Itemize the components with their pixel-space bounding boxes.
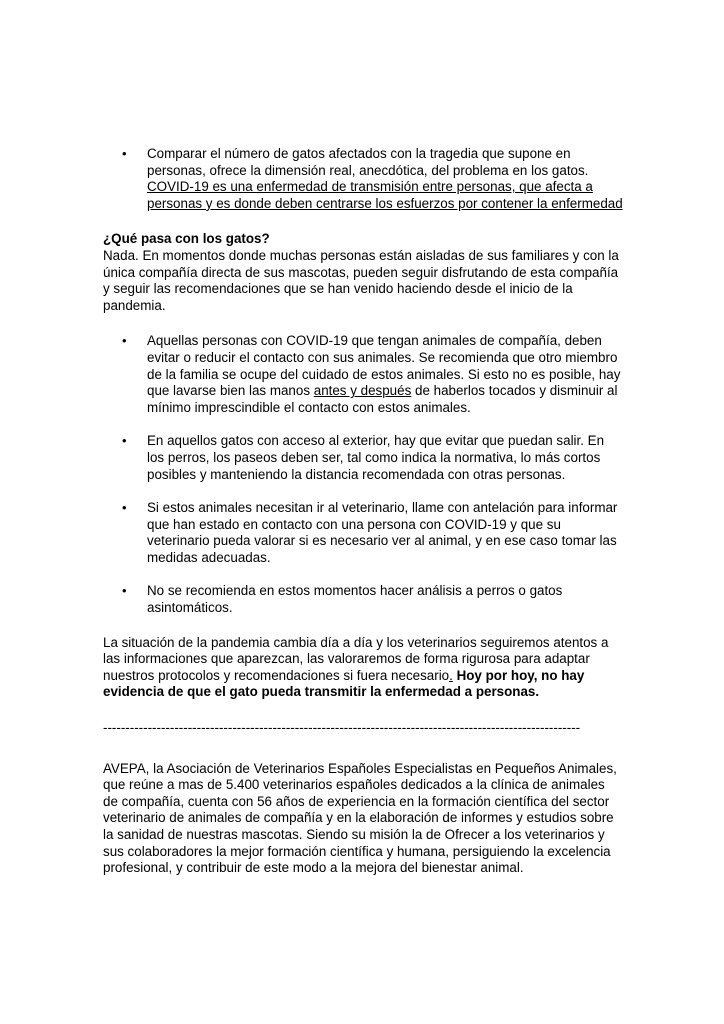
list-item-underlined-text: antes y después bbox=[313, 383, 412, 399]
closing-bold-text: Hoy por hoy, no hay evidencia de que el gato pueda transmitir la enfermedad a personas. bbox=[103, 667, 585, 700]
list-item bbox=[103, 333, 623, 416]
bullet-icon: • bbox=[122, 146, 127, 161]
section-intro: Nada. En momentos donde muchas personas están aisladas de sus familiares y con la única compañía directa de sus mascotas, pueden seguir disfrutando de esta compañía y seguir las recomendaciones que se han venido haciendo desde el inicio de la pandemia. bbox=[103, 247, 619, 313]
closing-underlined-period: . bbox=[449, 667, 453, 683]
bullet-icon: • bbox=[122, 333, 127, 349]
divider-line: ----------------------------------------------------------------------------------------------------------- bbox=[103, 720, 581, 736]
closing-paragraph bbox=[103, 635, 623, 701]
closing-text: La situación de la pandemia cambia día a día y los veterinarios seguiremos atentos a las informaciones que aparezcan, las valoraremos de forma rigurosa para adaptar nuestros protocolos y recomendaciones si fuera necesario bbox=[103, 634, 609, 683]
bullet-list-2 bbox=[103, 333, 623, 616]
about-paragraph: AVEPA, la Asociación de Veterinarios Españoles Especialistas en Pequeños Animales, que reúne a mas de 5.400 veterinarios españoles dedicados a la clínica de animales de compañía, cuenta con 56 años de experiencia en la formación científica del sector veterinario de animales de compañía y en la elaboración de informes y estudios sobre la sanidad de nuestras mascotas. Siendo su misión la de Ofrecer a los veterinarios y sus colaboradores la mejor formación científica y humana, persiguiendo la excelencia profesional, y contribuir de este modo a la mejora del bienestar animal. bbox=[103, 760, 617, 876]
document-page bbox=[103, 146, 623, 877]
bullet-icon: • bbox=[122, 500, 127, 516]
bullet-icon: • bbox=[122, 433, 127, 449]
list-item-text: de haberlos tocados y disminuir al mínimo imprescindible el contacto con estos animales. bbox=[147, 383, 618, 415]
list-item-text: Comparar el número de gatos afectados con la tragedia que supone en personas, ofrece la dimensión real, anecdótica, del problema en los gatos. bbox=[147, 146, 589, 178]
list-item-text: Si estos animales necesitan ir al veterinario, llame con antelación para informar que han estado en contacto con una persona con COVID-19 y que su veterinario pueda valorar si es necesario ver al animal, y en ese caso tomar las medidas adecuadas. bbox=[147, 500, 618, 565]
list-item bbox=[103, 146, 623, 212]
list-item-underlined-text: COVID-19 es una enfermedad de transmisión entre personas, que afecta a personas y es donde deben centrarse los esfuerzos por contener la enfermedad bbox=[147, 179, 623, 211]
bullet-icon: • bbox=[122, 583, 127, 599]
bullet-list-1 bbox=[103, 146, 623, 212]
list-item bbox=[103, 500, 623, 566]
list-item bbox=[103, 433, 623, 483]
list-item bbox=[103, 583, 623, 616]
list-item-text: Aquellas personas con COVID-19 que tengan animales de compañía, deben evitar o reducir el contacto con sus animales. Se recomienda que otro miembro de la familia se ocupe del cuidado de estos animales. Si esto no es posible, hay que lavarse bien las manos bbox=[147, 333, 621, 399]
section-heading: ¿Qué pasa con los gatos? bbox=[103, 231, 270, 247]
list-item-text: No se recomienda en estos momentos hacer análisis a perros o gatos asintomáticos. bbox=[147, 583, 563, 616]
list-item-text: En aquellos gatos con acceso al exterior, hay que evitar que puedan salir. En los perros, los paseos deben ser, tal como indica la normativa, lo más cortos posibles y manteniendo la distancia recomendada con otras personas. bbox=[147, 433, 605, 482]
